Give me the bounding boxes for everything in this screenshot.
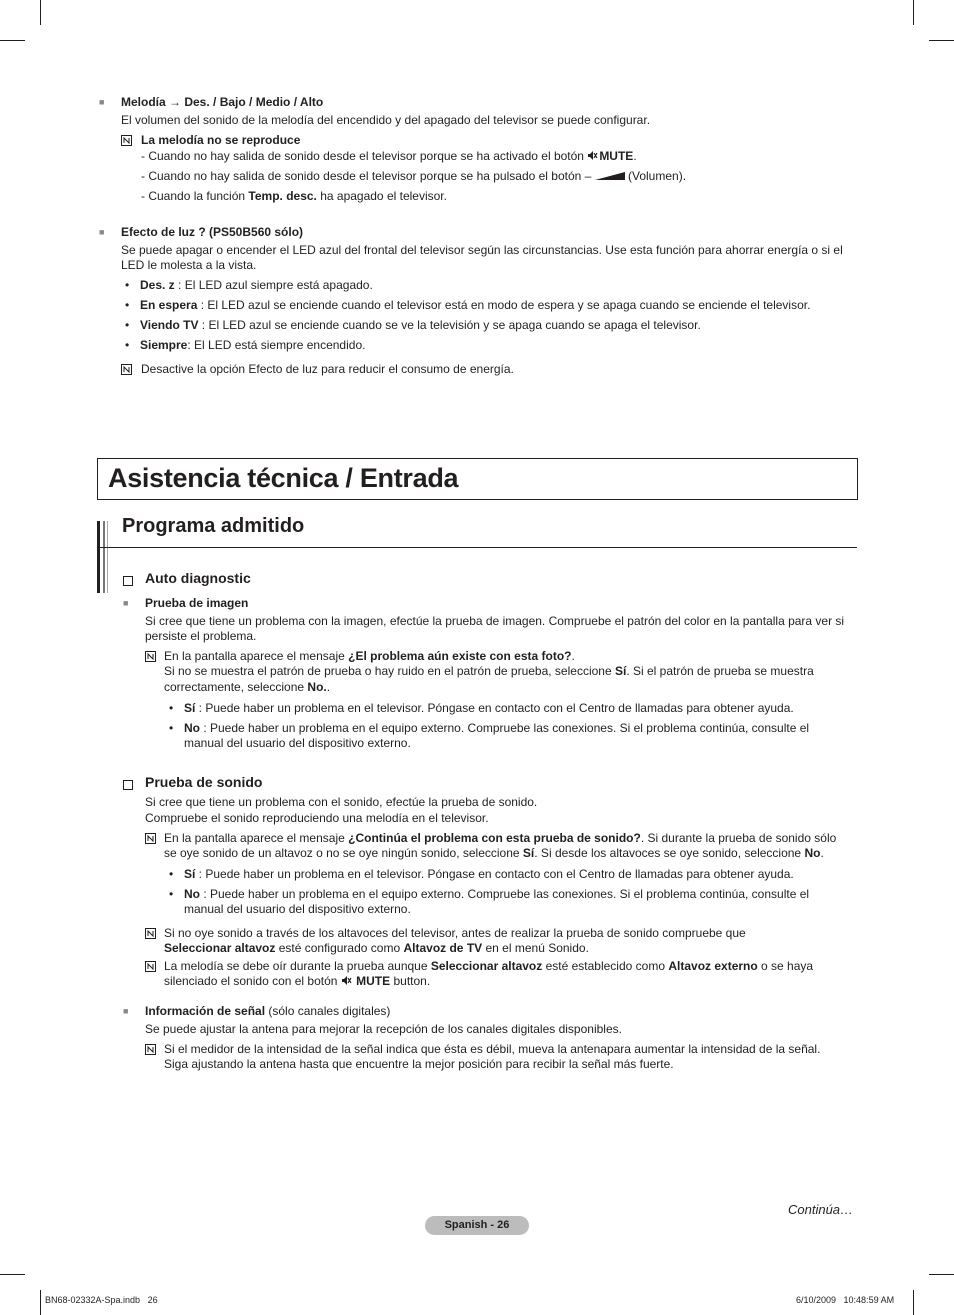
text: silenciado el sonido con el botón (164, 974, 341, 988)
square-bullet-icon: ■ (123, 598, 129, 608)
text: . (326, 680, 331, 694)
efecto-item (140, 338, 365, 353)
prueba-sonido-si (184, 867, 794, 882)
crop-mark (913, 1290, 914, 1315)
text: : Puede haber un problema en el televisor. Póngase en contacto con el Centro de llamadas para obtener ayuda. (195, 867, 794, 881)
prueba-sonido-note-4 (164, 959, 813, 974)
bullet-icon: • (169, 701, 174, 715)
bullet-icon: • (169, 887, 174, 901)
prueba-sonido-note-3b (164, 941, 589, 956)
footer-date: 6/10/2009 10:48:59 AM (796, 1295, 895, 1305)
text: . Si el patrón de prueba se muestra (626, 664, 814, 678)
prueba-sonido-desc-2: Compruebe el sonido reproduciendo una melodía en el televisor. (145, 811, 489, 825)
text: Si no se muestra el patrón de prueba o hay ruido en el patrón de prueba, seleccione (164, 664, 615, 678)
prueba-sonido-desc-1: Si cree que tiene un problema con el sonido, efectúe la prueba de sonido. (145, 795, 538, 809)
melodia-dash-1 (141, 149, 637, 164)
note-icon (145, 651, 156, 662)
no-label: No. (307, 680, 327, 694)
melodia-note-title: La melodía no se reproduce (141, 133, 301, 147)
mute-icon (587, 150, 598, 161)
page-number-badge (425, 1216, 529, 1235)
senal-note-2: Siga ajustando la antena hasta que encuentre la mejor posición para recibir la señal más fuerte. (164, 1057, 674, 1071)
dash: - (141, 169, 149, 183)
square-bullet-icon: ■ (123, 1006, 129, 1016)
item-label: En espera (140, 298, 198, 312)
crop-mark (40, 0, 41, 25)
text: . Si desde los altavoces se oye sonido, seleccione (534, 846, 805, 860)
continua-label: Continúa… (788, 1202, 854, 1217)
prueba-imagen-note-1 (164, 649, 575, 664)
chapter-title: Asistencia técnica / Entrada (108, 463, 459, 493)
square-bullet-icon: ■ (99, 97, 105, 107)
footer-file: BN68-02332A-Spa.indb 26 (45, 1295, 158, 1305)
mute-label: MUTE (599, 149, 634, 163)
altavoz-externo-label: Altavoz externo (668, 959, 758, 973)
note-icon (145, 1044, 156, 1055)
item-text: : El LED está siempre encendido. (187, 338, 366, 352)
text: se oye sonido de un altavoz o no se oye ningún sonido, seleccione (164, 846, 523, 860)
text: . (571, 649, 575, 663)
si-label: Sí (184, 701, 196, 715)
text: . (820, 846, 824, 860)
no-label: No (184, 721, 200, 735)
bullet-icon: • (169, 721, 174, 735)
text: en el menú Sonido. (482, 941, 589, 955)
prueba-sonido-note-3: Si no oye sonido a través de los altavoces del televisor, antes de realizar la prueba de sonido compruebe que (164, 926, 746, 940)
crop-mark (929, 1274, 954, 1275)
efecto-title: Efecto de luz ? (PS50B560 sólo) (121, 225, 304, 239)
section-bar (97, 521, 100, 593)
item-text: : El LED azul se enciende cuando el televisor está en modo de espera y se apaga cuando se enciende el televisor. (197, 298, 811, 312)
section-underline (97, 547, 857, 548)
crop-mark (913, 0, 914, 25)
melodia-desc: El volumen del sonido de la melodía del encendido y del apagado del televisor se puede configurar. (121, 113, 651, 127)
message-label: ¿El problema aún existe con esta foto? (348, 649, 572, 663)
prueba-sonido-note-4b (164, 974, 430, 989)
text: En la pantalla aparece el mensaje (164, 831, 349, 845)
text: . (633, 149, 637, 163)
section-bar (107, 521, 108, 593)
mute-label: MUTE (356, 974, 391, 988)
prueba-imagen-desc-1: Si cree que tiene un problema con la imagen, efectúe la prueba de imagen. Compruebe el patrón del color en la pantalla para ver si (145, 614, 845, 628)
crop-mark (0, 1274, 25, 1275)
melodia-dash-3 (141, 189, 447, 204)
text: En la pantalla aparece el mensaje (164, 649, 349, 663)
bullet-icon: • (169, 867, 174, 881)
text: : Puede haber un problema en el equipo externo. Compruebe las conexiones. Si el problema continúa, consulte el (200, 887, 810, 901)
text: (Volumen). (624, 169, 687, 183)
senal-desc: Se puede ajustar la antena para mejorar la recepción de los canales digitales disponibles. (145, 1022, 622, 1036)
prueba-imagen-desc-2: persiste el problema. (145, 629, 257, 643)
prueba-sonido-no-2: manual del usuario del dispositivo externo. (184, 902, 411, 916)
section-title: Programa admitido (122, 515, 305, 537)
efecto-note: Desactive la opción Efecto de luz para reducir el consumo de energía. (141, 362, 514, 376)
seleccionar-altavoz-label: Seleccionar altavoz (430, 959, 543, 973)
bullet-icon: • (125, 338, 130, 352)
text: : Puede haber un problema en el equipo externo. Compruebe las conexiones. Si el problema continúa, consulte el (200, 721, 810, 735)
efecto-item (140, 278, 373, 293)
efecto-desc-1: Se puede apagar o encender el LED azul del frontal del televisor según las circunstancias. Use esta función para ahorrar energía o si el (121, 243, 843, 257)
text: - Cuando la función (141, 189, 249, 203)
altavoz-tv-label: Altavoz de TV (403, 941, 483, 955)
prueba-imagen-note-2 (164, 664, 814, 679)
note-icon (145, 961, 156, 972)
melodia-title: Melodía → Des. / Bajo / Medio / Alto (121, 95, 324, 109)
prueba-sonido-note-1 (164, 831, 836, 846)
melodia-dash-2 (141, 169, 686, 184)
page-number: Spanish - 26 (444, 1219, 510, 1231)
prueba-sonido-no (184, 887, 809, 902)
prueba-sonido-title: Prueba de sonido (145, 774, 263, 790)
checkbox-bullet-icon (123, 780, 133, 790)
prueba-imagen-title: Prueba de imagen (145, 596, 249, 610)
bullet-icon: • (125, 298, 130, 312)
text: Cuando no hay salida de sonido desde el televisor porque se ha pulsado el botón – (148, 169, 595, 183)
senal-note-1: Si el medidor de la intensidad de la señal indica que ésta es débil, mueva la antenapara aumentar la intensidad de la señal. (164, 1042, 821, 1056)
text: esté configurado como (275, 941, 404, 955)
crop-mark (0, 40, 25, 41)
note-icon (121, 364, 132, 375)
text: button. (390, 974, 431, 988)
seleccionar-altavoz-label: Seleccionar altavoz (164, 941, 276, 955)
crop-mark (40, 1290, 41, 1315)
message-label: ¿Continúa el problema con esta prueba de sonido? (348, 831, 641, 845)
prueba-imagen-si (184, 701, 794, 716)
bullet-icon: • (125, 318, 130, 332)
senal-title-rest: (sólo canales digitales) (265, 1004, 391, 1018)
text: correctamente, seleccione (164, 680, 308, 694)
text: . Si durante la prueba de sonido sólo (640, 831, 837, 845)
efecto-item (140, 318, 701, 333)
section-bar (103, 521, 105, 593)
si-label: Sí (522, 846, 535, 860)
no-label: No (804, 846, 821, 860)
no-label: No (184, 887, 200, 901)
auto-diagnostic-title: Auto diagnostic (145, 570, 251, 586)
item-label: Viendo TV (140, 318, 199, 332)
prueba-imagen-no (184, 721, 809, 736)
item-label: Des. z (140, 278, 175, 292)
text: esté establecido como (542, 959, 669, 973)
mute-icon (341, 975, 352, 986)
item-text: : El LED azul siempre está apagado. (174, 278, 373, 292)
efecto-desc-2: LED le molesta a la vista. (121, 258, 257, 272)
square-bullet-icon: ■ (99, 227, 105, 237)
senal-title-bold: Información de señal (145, 1004, 266, 1018)
text: - Cuando no hay salida de sonido desde el televisor porque se ha activado el botón (141, 149, 588, 163)
text: : Puede haber un problema en el televisor. Póngase en contacto con el Centro de llamadas para obtener ayuda. (195, 701, 794, 715)
text: La melodía se debe oír durante la prueba aunque (164, 959, 431, 973)
text: o se haya (757, 959, 814, 973)
prueba-sonido-note-2 (164, 846, 824, 861)
crop-mark (929, 40, 954, 41)
note-icon (145, 928, 156, 939)
item-label: Siempre (140, 338, 188, 352)
senal-title (145, 1004, 390, 1019)
si-label: Sí (184, 867, 196, 881)
checkbox-bullet-icon (123, 576, 133, 586)
note-icon (121, 135, 132, 146)
text: ha apagado el televisor. (316, 189, 447, 203)
note-icon (145, 833, 156, 844)
item-text: : El LED azul se enciende cuando se ve la televisión y se apaga cuando se apaga el televisor. (198, 318, 701, 332)
prueba-imagen-note-3 (164, 680, 330, 695)
bullet-icon: • (125, 278, 130, 292)
efecto-item (140, 298, 810, 313)
prueba-imagen-no-2: manual del usuario del dispositivo externo. (184, 736, 411, 750)
volume-icon (595, 172, 625, 180)
temp-desc-label: Temp. desc. (248, 189, 317, 203)
si-label: Sí (614, 664, 627, 678)
